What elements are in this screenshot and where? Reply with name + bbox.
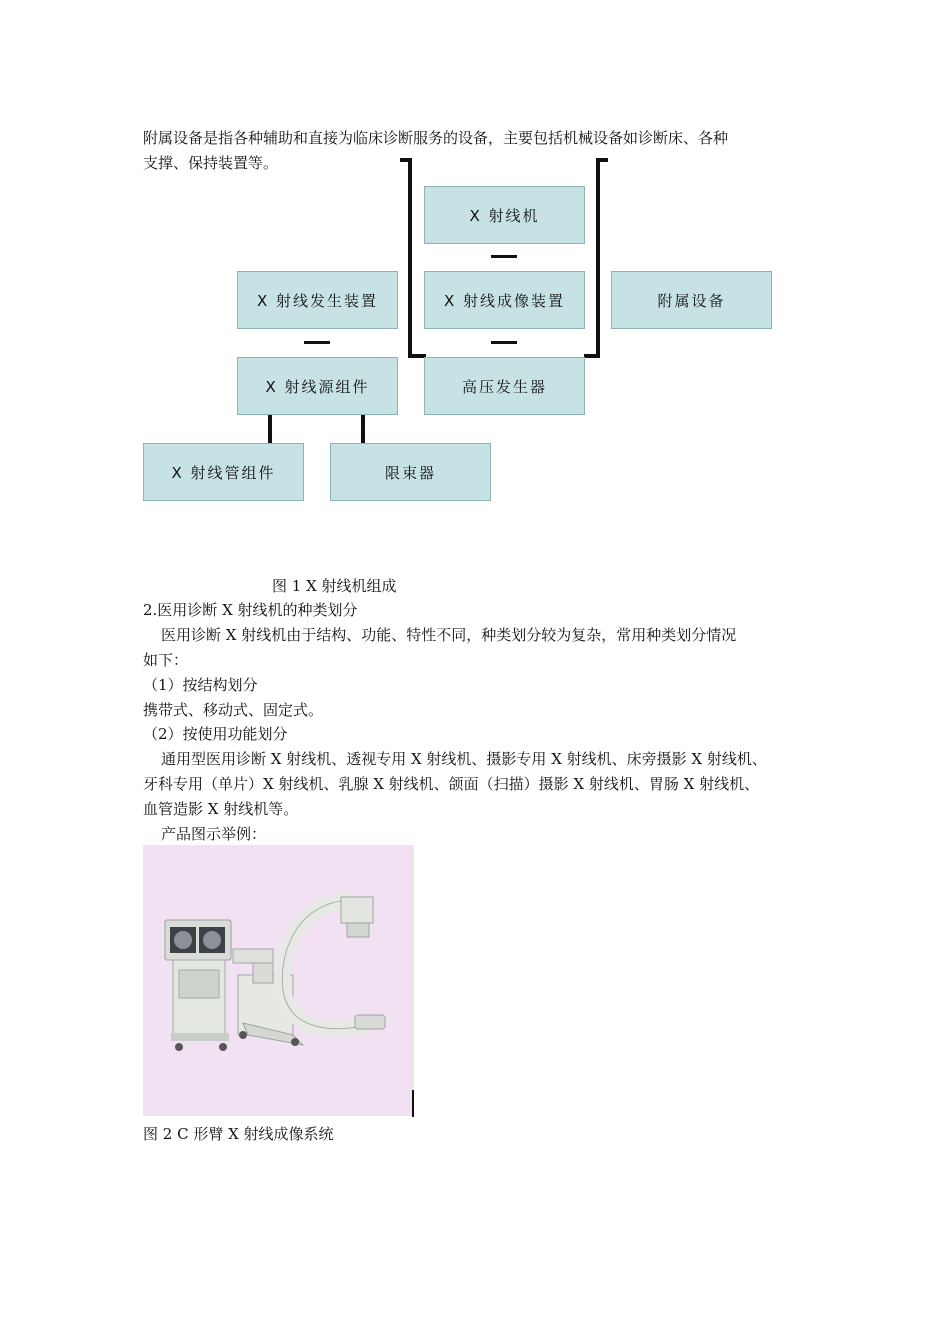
box-xray-source-assembly: X 射线源组件 bbox=[237, 357, 398, 415]
left-bracket-vertical bbox=[408, 158, 412, 358]
box-xray-generator-device: X 射线发生装置 bbox=[237, 271, 398, 329]
connector-source-tube bbox=[268, 414, 272, 443]
para2-line-1: 通用型医用诊断 X 射线机、透视专用 X 射线机、摄影专用 X 射线机、床旁摄影 X 射线机、 bbox=[161, 750, 767, 768]
subheading-structure: （1）按结构划分 bbox=[143, 676, 258, 694]
para1-line-2: 如下： bbox=[143, 651, 189, 669]
connector-source-collimator bbox=[361, 414, 365, 443]
connector-generator-source bbox=[304, 341, 330, 344]
right-bracket-vertical bbox=[596, 158, 600, 358]
connector-imaging-hv bbox=[491, 341, 517, 344]
para2-line-2: 牙科专用（单片）X 射线机、乳腺 X 射线机、颌面（扫描）摄影 X 射线机、胃肠 X 射线机、 bbox=[143, 775, 760, 793]
right-bracket-bottom bbox=[584, 354, 600, 358]
para1-line-1: 医用诊断 X 射线机由于结构、功能、特性不同，种类划分较为复杂，常用种类划分情况 bbox=[161, 626, 737, 644]
figure-1-caption: 图 1 X 射线机组成 bbox=[272, 577, 397, 595]
intro-line-1: 附属设备是指各种辅助和直接为临床诊断服务的设备，主要包括机械设备如诊断床、各种 bbox=[143, 129, 729, 147]
c-arm-illustration bbox=[143, 845, 414, 1116]
section-heading: 2.医用诊断 X 射线机的种类划分 bbox=[143, 601, 358, 619]
box-collimator: 限束器 bbox=[330, 443, 491, 501]
structure-types: 携带式、移动式、固定式。 bbox=[143, 701, 324, 719]
right-bracket-top bbox=[596, 158, 608, 162]
connector-machine-imaging bbox=[491, 255, 517, 258]
para2-line-3: 血管造影 X 射线机等。 bbox=[143, 800, 299, 818]
box-xray-imaging-device: X 射线成像装置 bbox=[424, 271, 585, 329]
box-xray-machine: X 射线机 bbox=[424, 186, 585, 244]
figure-2-caption: 图 2 C 形臂 X 射线成像系统 bbox=[143, 1125, 334, 1143]
left-bracket-top bbox=[400, 158, 412, 162]
box-hv-generator: 高压发生器 bbox=[424, 357, 585, 415]
c-arm-product-image bbox=[143, 845, 414, 1116]
subheading-function: （2）按使用功能划分 bbox=[143, 725, 288, 743]
example-label: 产品图示举例： bbox=[161, 825, 267, 843]
box-xray-tube-assembly: X 射线管组件 bbox=[143, 443, 304, 501]
image-edge-rule bbox=[412, 1090, 414, 1117]
intro-line-2: 支撑、保持装置等。 bbox=[143, 154, 279, 172]
box-accessory-equipment: 附属设备 bbox=[611, 271, 772, 329]
